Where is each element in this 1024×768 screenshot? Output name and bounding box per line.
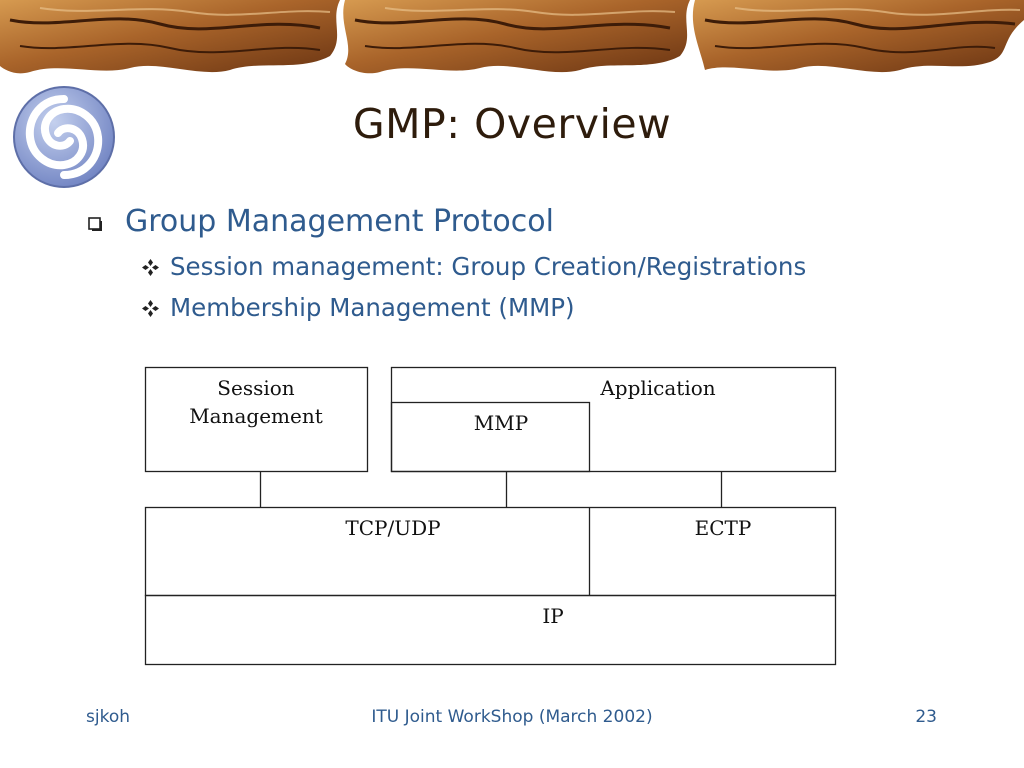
ip-layer-box [146, 596, 836, 665]
footer-page-number: 23 [915, 707, 937, 727]
sub-bullet-text: Membership Management (MMP) [170, 293, 575, 322]
hollow-square-icon [88, 217, 104, 233]
session-management-box [146, 368, 368, 472]
ip-label: IP [542, 604, 564, 628]
sub-bullet-text: Session management: Group Creation/Registrations [170, 252, 807, 281]
wood-segment-2 [343, 0, 690, 73]
session-label-line2: Management [189, 404, 323, 428]
slide-title: GMP: Overview [352, 100, 672, 148]
wood-wave-banner [0, 0, 1024, 78]
wood-segment-3 [693, 0, 1024, 72]
session-label-line1: Session [217, 376, 295, 400]
tcp-udp-label: TCP/UDP [345, 516, 441, 540]
mmp-label: MMP [473, 411, 529, 435]
four-diamond-icon [141, 258, 160, 277]
footer-event: ITU Joint WorkShop (March 2002) [371, 707, 653, 727]
bullet-text: Group Management Protocol [125, 204, 554, 239]
mmp-box [392, 403, 590, 472]
transport-layer-box [146, 508, 836, 596]
footer-author: sjkoh [86, 707, 130, 727]
ectp-label: ECTP [694, 516, 752, 540]
four-diamond-icon [141, 299, 160, 318]
application-box [392, 368, 836, 472]
application-label: Application [600, 376, 716, 400]
wood-segment-1 [0, 0, 340, 73]
